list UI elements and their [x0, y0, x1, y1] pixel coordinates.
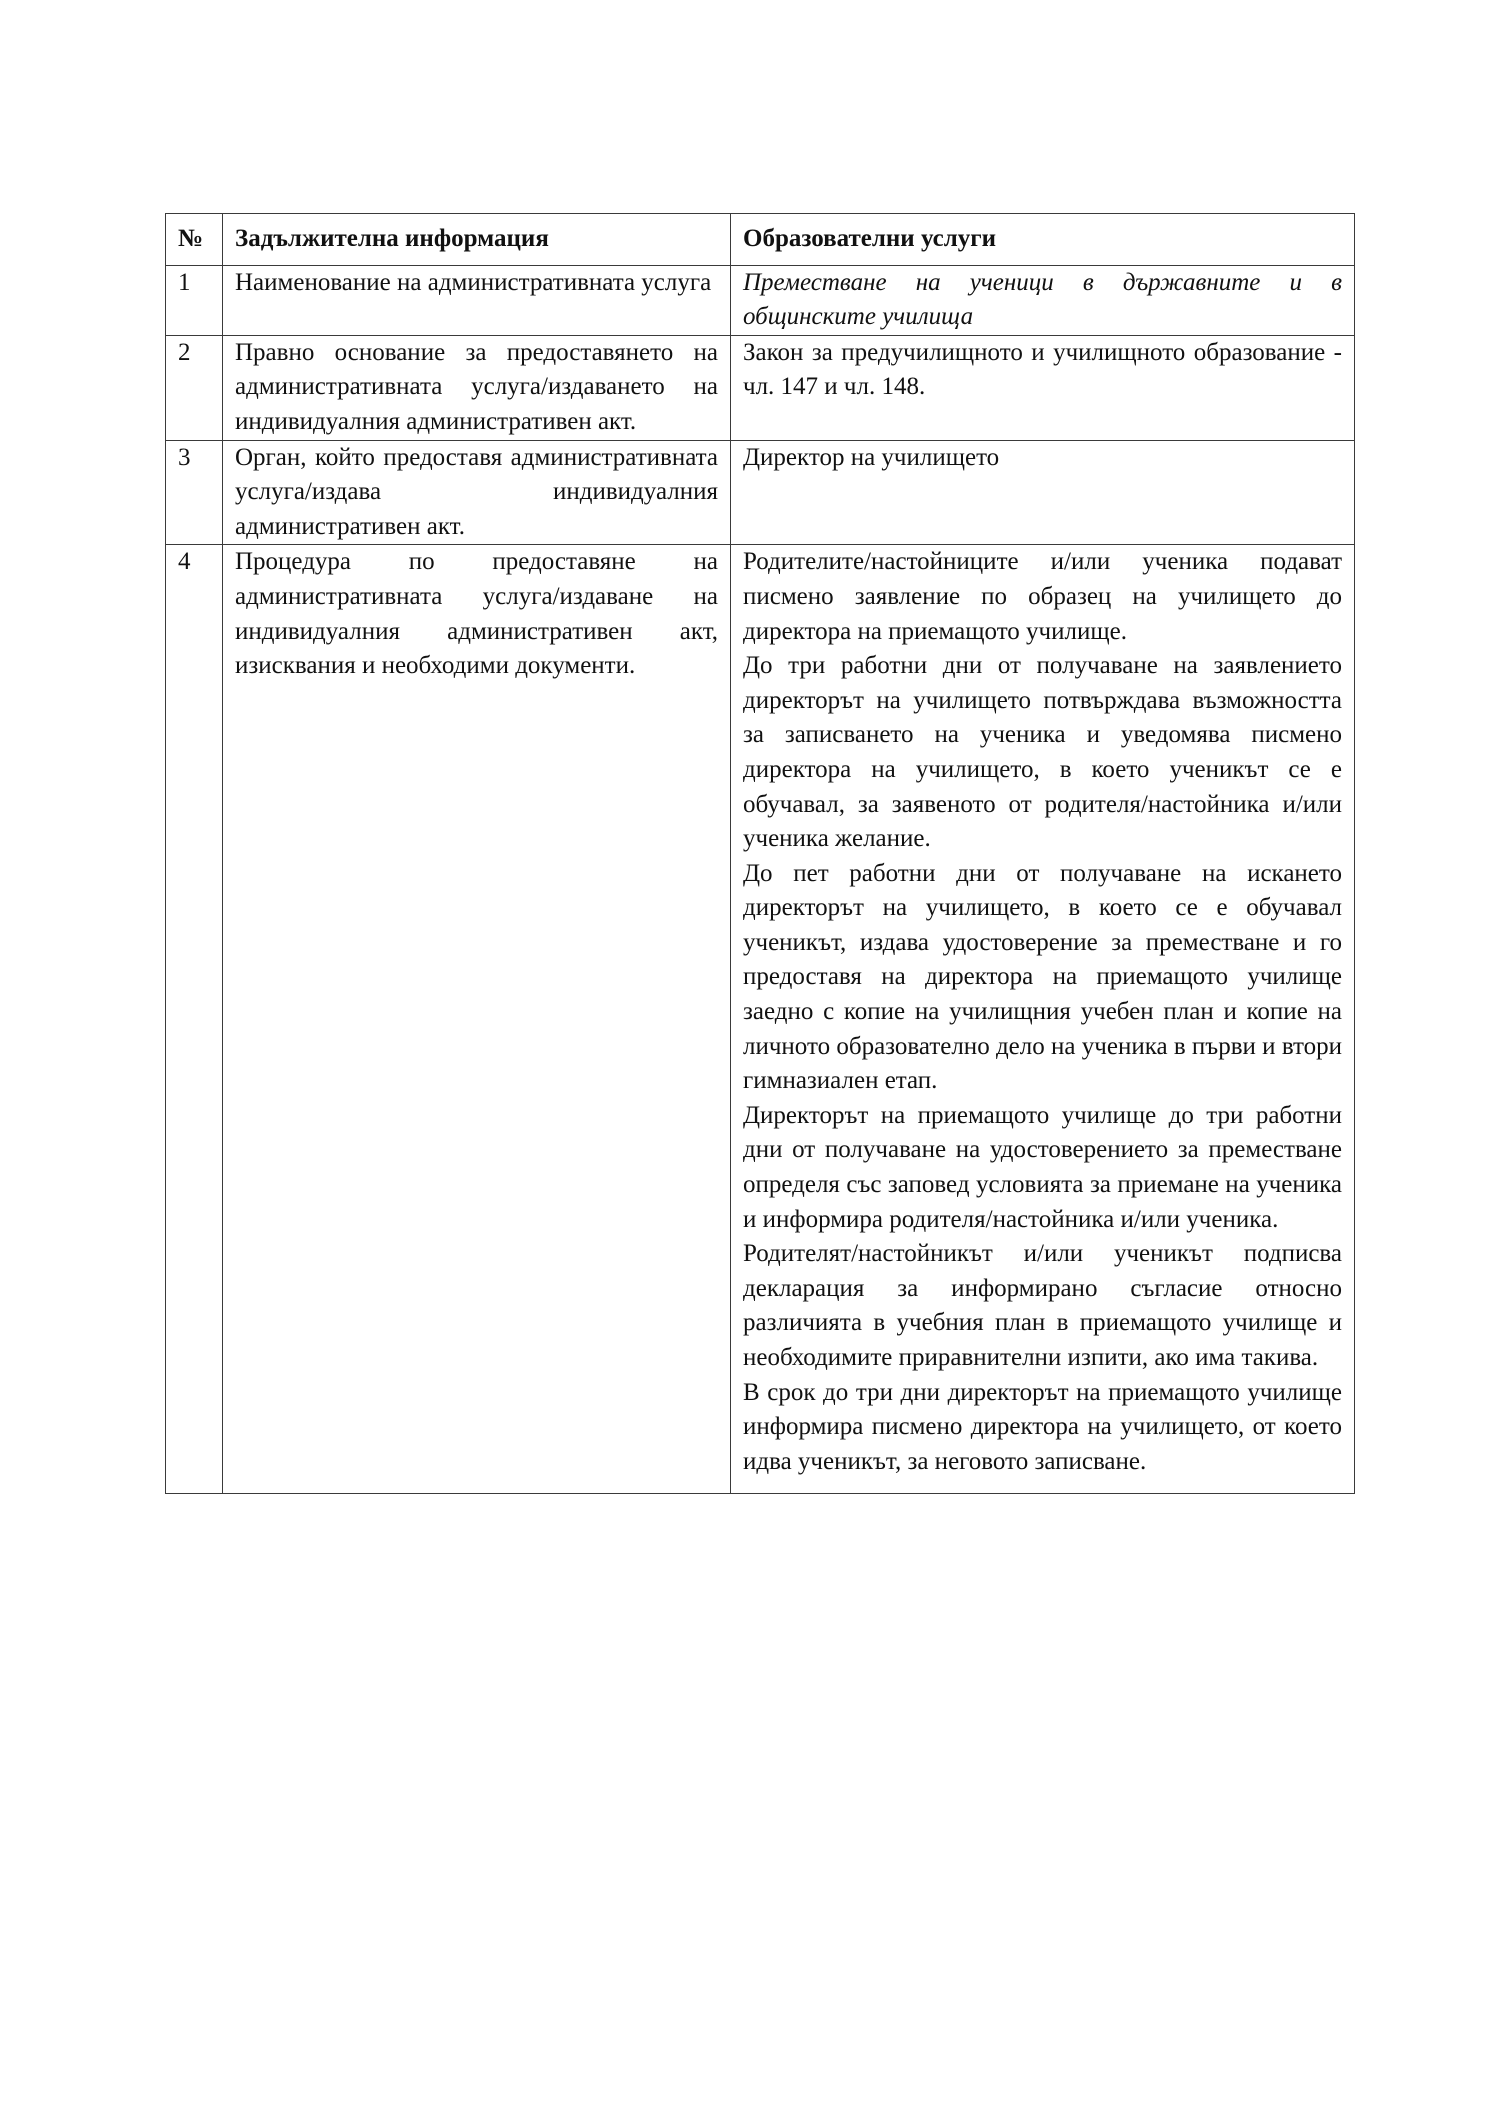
row-info: Орган, който предоставя административната услуга/издава индивидуалния административен акт.: [223, 440, 731, 545]
row-number: 2: [166, 335, 223, 440]
procedure-paragraph: Директорът на приемащото училище до три работни дни от получаване на удостоверението за преместване определя със заповед условията за приемане на ученика и информира родителя/настойника и/или ученика.: [743, 1101, 1342, 1233]
row-info: Наименование на административната услуга: [223, 265, 731, 335]
header-number: №: [166, 214, 223, 266]
table-row: [166, 265, 1355, 335]
row-info: Правно основание за предоставянето на административната услуга/издаването на индивидуалния административен акт.: [223, 335, 731, 440]
row-info: Процедура по предоставяне на административната услуга/издаване на индивидуалния административен акт, изисквания и необходими документи.: [223, 545, 731, 1494]
procedure-paragraph: Родителите/настойниците и/или ученика подават писмено заявление по образец на училището до директора на приемащото училище.: [743, 548, 1342, 645]
table-row: [166, 545, 1355, 1494]
table-header-row: [166, 214, 1355, 266]
authority: Директор на училището: [731, 440, 1355, 545]
header-required-info: Задължителна информация: [223, 214, 731, 266]
procedure: [731, 545, 1355, 1494]
row-number: 3: [166, 440, 223, 545]
procedure-paragraph: В срок до три дни директорът на приемащото училище информира писмено директора на училището, от което идва ученикът, за неговото записване.: [743, 1378, 1342, 1475]
legal-basis: Закон за предучилищното и училищното образование - чл. 147 и чл. 148.: [731, 335, 1355, 440]
table-row: [166, 335, 1355, 440]
procedure-paragraph: До три работни дни от получаване на заявлението директорът на училището потвърждава възможността за записването на ученика и уведомява писмено директора на училището, в което ученикът се е обучавал, за заявеното от родителя/настойника и/или ученика желание.: [743, 652, 1342, 853]
service-name: Преместване на ученици в държавните и в общинските училища: [731, 265, 1355, 335]
service-info-table: [165, 213, 1355, 1494]
header-educational-services: Образователни услуги: [731, 214, 1355, 266]
table-row: [166, 440, 1355, 545]
row-number: 4: [166, 545, 223, 1494]
row-number: 1: [166, 265, 223, 335]
procedure-paragraph: До пет работни дни от получаване на искането директорът на училището, в което се е обучавал ученикът, издава удостоверение за преместване и го предоставя на директора на приемащото училище заедно с копие на училищния учебен план и копие на личното образователно дело на ученика в първи и втори гимназиален етап.: [743, 859, 1342, 1095]
procedure-paragraph: Родителят/настойникът и/или ученикът подписва декларация за информирано съгласие относно различията в учебния план в приемащото училище и необходимите приравнителни изпити, ако има такива.: [743, 1240, 1342, 1371]
